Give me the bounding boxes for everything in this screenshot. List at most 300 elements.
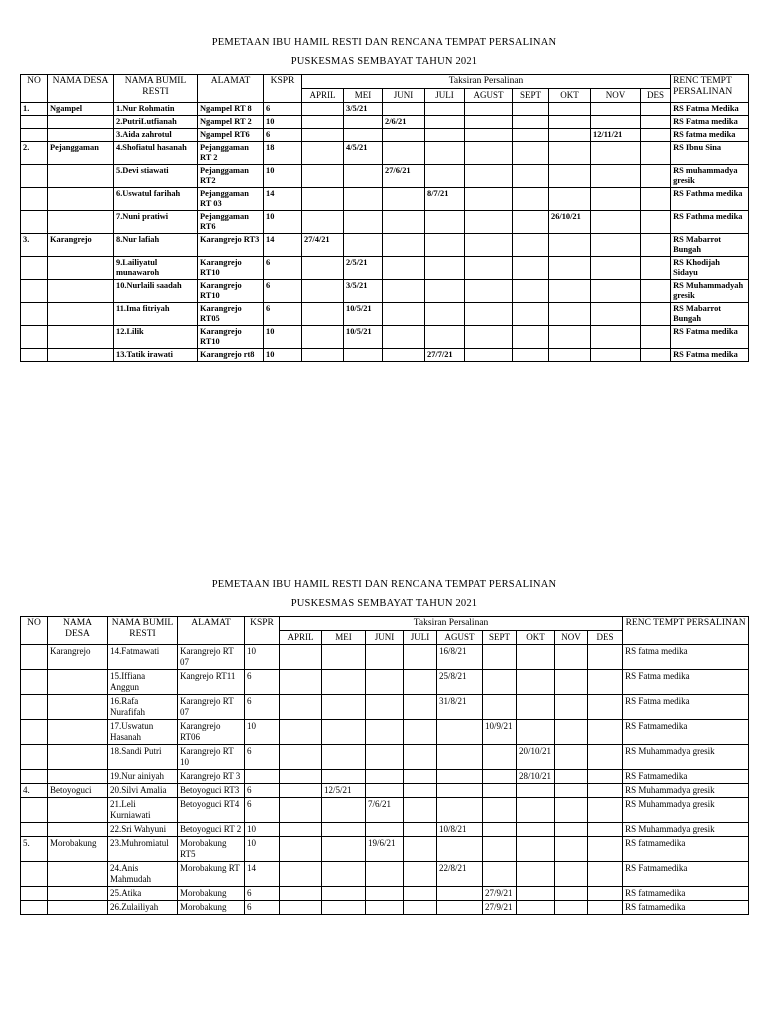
cell-taksiran-date <box>465 188 513 211</box>
cell-taksiran-date <box>344 188 383 211</box>
cell-taksiran-date <box>465 349 513 362</box>
cell-nama-bumil: 12.Lilik <box>114 326 198 349</box>
cell-alamat: Karangrejo RT3 <box>198 234 264 257</box>
table-row <box>21 326 749 349</box>
cell-taksiran-date <box>517 670 555 695</box>
cell-renc-tempat: RS fatma medika <box>671 129 749 142</box>
cell-taksiran-date <box>517 720 555 745</box>
header-nama-bumil: NAMA BUMIL RESTI <box>114 75 198 103</box>
cell-no: 5. <box>21 837 48 862</box>
cell-taksiran-date <box>383 142 425 165</box>
cell-taksiran-date <box>280 670 322 695</box>
cell-kspr: 10 <box>264 349 302 362</box>
cell-taksiran-date <box>641 142 671 165</box>
table-row <box>21 234 749 257</box>
table-row <box>21 349 749 362</box>
cell-renc-tempat: RS muhammadya gresik <box>671 165 749 188</box>
cell-no <box>21 257 48 280</box>
cell-taksiran-date <box>483 837 517 862</box>
cell-taksiran-date: 2/6/21 <box>383 116 425 129</box>
cell-taksiran-date <box>366 887 404 901</box>
cell-alamat: Betoyoguci RT 2 <box>178 823 245 837</box>
cell-taksiran-date: 10/9/21 <box>483 720 517 745</box>
cell-nama-desa: Ngampel <box>48 103 114 116</box>
cell-taksiran-date <box>641 103 671 116</box>
cell-taksiran-date <box>404 901 437 915</box>
cell-taksiran-date <box>555 823 588 837</box>
cell-taksiran-date <box>404 887 437 901</box>
table-row <box>21 103 749 116</box>
cell-nama-desa: Betoyoguci <box>48 784 108 798</box>
cell-no <box>21 695 48 720</box>
cell-nama-bumil: 16.Rafa Nurafifah <box>108 695 178 720</box>
cell-taksiran-date <box>404 798 437 823</box>
cell-nama-bumil: 7.Nuni pratiwi <box>114 211 198 234</box>
cell-no <box>21 798 48 823</box>
cell-taksiran-date <box>280 695 322 720</box>
cell-taksiran-date <box>383 211 425 234</box>
cell-no: 3. <box>21 234 48 257</box>
header-month: OKT <box>549 89 591 103</box>
cell-taksiran-date <box>465 303 513 326</box>
cell-kspr: 6 <box>245 695 280 720</box>
cell-kspr: 6 <box>264 303 302 326</box>
cell-taksiran-date <box>366 720 404 745</box>
header-nama-bumil: NAMA BUMIL RESTI <box>108 617 178 645</box>
cell-taksiran-date <box>591 142 641 165</box>
table-row <box>21 770 749 784</box>
cell-no <box>21 326 48 349</box>
cell-renc-tempat: RS fatmamedika <box>623 887 749 901</box>
cell-alamat: Karangrejo RT 3 <box>178 770 245 784</box>
cell-nama-bumil: 15.Iffiana Anggun <box>108 670 178 695</box>
cell-alamat: Karangrejo RT10 <box>198 326 264 349</box>
cell-taksiran-date <box>588 695 623 720</box>
header-month: SEPT <box>483 631 517 645</box>
cell-nama-desa <box>48 798 108 823</box>
cell-taksiran-date <box>366 862 404 887</box>
table-row <box>21 720 749 745</box>
cell-nama-desa: Pejanggaman <box>48 142 114 165</box>
cell-taksiran-date <box>483 745 517 770</box>
cell-taksiran-date <box>383 188 425 211</box>
cell-taksiran-date <box>437 798 483 823</box>
cell-taksiran-date <box>513 142 549 165</box>
cell-taksiran-date <box>641 211 671 234</box>
cell-nama-desa <box>48 211 114 234</box>
cell-taksiran-date <box>591 211 641 234</box>
cell-no <box>21 645 48 670</box>
cell-taksiran-date <box>483 823 517 837</box>
cell-taksiran-date <box>366 823 404 837</box>
cell-taksiran-date <box>555 862 588 887</box>
cell-nama-bumil: 14.Fatmawati <box>108 645 178 670</box>
cell-nama-bumil: 18.Sandi Putri <box>108 745 178 770</box>
cell-renc-tempat: RS Fathma medika <box>671 211 749 234</box>
cell-nama-bumil: 23.Muhromiatul <box>108 837 178 862</box>
cell-taksiran-date <box>366 645 404 670</box>
cell-taksiran-date <box>425 165 465 188</box>
cell-taksiran-date <box>641 349 671 362</box>
cell-nama-bumil: 2.PutriLutfianah <box>114 116 198 129</box>
header-taksiran: Taksiran Persalinan <box>302 75 671 89</box>
cell-taksiran-date <box>366 784 404 798</box>
cell-taksiran-date: 2/5/21 <box>344 257 383 280</box>
cell-taksiran-date <box>404 695 437 720</box>
cell-no <box>21 720 48 745</box>
cell-taksiran-date: 8/7/21 <box>425 188 465 211</box>
cell-taksiran-date <box>641 280 671 303</box>
cell-nama-bumil: 8.Nur lafiah <box>114 234 198 257</box>
table-row <box>21 784 749 798</box>
cell-taksiran-date <box>437 720 483 745</box>
cell-taksiran-date <box>588 798 623 823</box>
cell-alamat: Karangrejo RT05 <box>198 303 264 326</box>
cell-nama-bumil: 11.Ima fitriyah <box>114 303 198 326</box>
cell-kspr: 18 <box>264 142 302 165</box>
cell-taksiran-date <box>344 211 383 234</box>
cell-taksiran-date <box>517 823 555 837</box>
header-nama-desa: NAMA DESA <box>48 75 114 103</box>
cell-renc-tempat: RS Fatma medika <box>671 349 749 362</box>
header-month: AGUST <box>437 631 483 645</box>
cell-kspr: 6 <box>245 670 280 695</box>
cell-taksiran-date <box>517 901 555 915</box>
cell-taksiran-date <box>465 234 513 257</box>
cell-no <box>21 116 48 129</box>
cell-taksiran-date <box>425 326 465 349</box>
cell-taksiran-date <box>483 862 517 887</box>
cell-no <box>21 670 48 695</box>
table-body <box>21 645 749 915</box>
cell-taksiran-date <box>366 770 404 784</box>
cell-kspr: 6 <box>264 280 302 303</box>
cell-taksiran-date <box>344 349 383 362</box>
cell-taksiran-date <box>549 103 591 116</box>
cell-taksiran-date <box>591 116 641 129</box>
cell-taksiran-date <box>483 784 517 798</box>
table-row <box>21 116 749 129</box>
cell-renc-tempat: RS Muhammadya gresik <box>623 823 749 837</box>
cell-no <box>21 280 48 303</box>
cell-taksiran-date <box>555 695 588 720</box>
cell-taksiran-date <box>513 211 549 234</box>
header-renc-tempat: RENC TEMPT PERSALINAN <box>671 75 749 103</box>
cell-taksiran-date <box>483 645 517 670</box>
cell-taksiran-date <box>366 745 404 770</box>
table-row <box>21 211 749 234</box>
cell-taksiran-date <box>383 303 425 326</box>
cell-taksiran-date <box>280 901 322 915</box>
cell-taksiran-date <box>302 257 344 280</box>
cell-nama-desa <box>48 770 108 784</box>
cell-nama-desa <box>48 116 114 129</box>
cell-taksiran-date <box>588 862 623 887</box>
cell-nama-desa: Karangrejo <box>48 234 114 257</box>
cell-alamat: Ngampel RT 8 <box>198 103 264 116</box>
cell-no <box>21 770 48 784</box>
cell-alamat: Pejanggaman RT6 <box>198 211 264 234</box>
cell-taksiran-date <box>302 142 344 165</box>
cell-no <box>21 211 48 234</box>
cell-taksiran-date <box>437 901 483 915</box>
cell-taksiran-date <box>549 349 591 362</box>
cell-taksiran-date <box>513 257 549 280</box>
cell-taksiran-date <box>641 188 671 211</box>
cell-renc-tempat: RS Ibnu Sina <box>671 142 749 165</box>
cell-renc-tempat: RS Fatma medika <box>671 326 749 349</box>
cell-renc-tempat: RS Muhammadya gresik <box>623 784 749 798</box>
table-row <box>21 670 749 695</box>
cell-taksiran-date <box>555 887 588 901</box>
cell-nama-bumil: 1.Nur Rohmatin <box>114 103 198 116</box>
cell-alamat: Morobakung RT5 <box>178 837 245 862</box>
cell-taksiran-date <box>425 211 465 234</box>
cell-taksiran-date <box>591 257 641 280</box>
cell-renc-tempat: RS Muhammadyah gresik <box>671 280 749 303</box>
cell-alamat: Morobakung RT <box>178 862 245 887</box>
cell-taksiran-date <box>465 142 513 165</box>
cell-taksiran-date <box>383 280 425 303</box>
cell-nama-desa <box>48 165 114 188</box>
cell-kspr: 10 <box>245 837 280 862</box>
cell-taksiran-date <box>366 670 404 695</box>
cell-taksiran-date <box>425 303 465 326</box>
cell-taksiran-date <box>404 837 437 862</box>
cell-taksiran-date <box>437 837 483 862</box>
cell-taksiran-date <box>322 645 366 670</box>
cell-taksiran-date <box>425 257 465 280</box>
document-title: PEMETAAN IBU HAMIL RESTI DAN RENCANA TEMPAT PERSALINAN <box>211 37 557 48</box>
cell-taksiran-date <box>513 303 549 326</box>
table-row <box>21 823 749 837</box>
cell-taksiran-date <box>344 116 383 129</box>
cell-taksiran-date <box>591 165 641 188</box>
cell-taksiran-date <box>383 234 425 257</box>
cell-taksiran-date <box>517 862 555 887</box>
cell-taksiran-date <box>366 695 404 720</box>
cell-nama-desa <box>48 901 108 915</box>
cell-renc-tempat: RS Fatmamedika <box>623 862 749 887</box>
cell-taksiran-date <box>437 887 483 901</box>
header-alamat: ALAMAT <box>198 75 264 103</box>
cell-nama-bumil: 10.Nurlaili saadah <box>114 280 198 303</box>
cell-taksiran-date: 4/5/21 <box>344 142 383 165</box>
cell-nama-desa: Morobakung <box>48 837 108 862</box>
cell-taksiran-date: 27/7/21 <box>425 349 465 362</box>
cell-taksiran-date <box>588 887 623 901</box>
cell-renc-tempat: RS Fatma Medika <box>671 103 749 116</box>
cell-taksiran-date <box>549 257 591 280</box>
cell-taksiran-date <box>322 837 366 862</box>
table-row <box>21 862 749 887</box>
cell-taksiran-date <box>465 326 513 349</box>
cell-taksiran-date <box>280 645 322 670</box>
cell-taksiran-date <box>483 695 517 720</box>
cell-alamat: Pejanggaman RT2 <box>198 165 264 188</box>
cell-taksiran-date <box>588 823 623 837</box>
cell-alamat: Karangrejo RT 07 <box>178 695 245 720</box>
cell-kspr: 10 <box>264 326 302 349</box>
cell-taksiran-date <box>555 798 588 823</box>
cell-taksiran-date <box>437 745 483 770</box>
cell-taksiran-date <box>513 234 549 257</box>
cell-no <box>21 303 48 326</box>
cell-taksiran-date <box>555 670 588 695</box>
cell-taksiran-date <box>280 823 322 837</box>
cell-taksiran-date <box>425 280 465 303</box>
cell-taksiran-date <box>641 303 671 326</box>
header-month: MEI <box>344 89 383 103</box>
cell-taksiran-date <box>517 887 555 901</box>
cell-taksiran-date <box>555 784 588 798</box>
header-no: NO <box>21 617 48 645</box>
cell-taksiran-date <box>366 901 404 915</box>
cell-taksiran-date: 27/9/21 <box>483 901 517 915</box>
cell-taksiran-date <box>641 234 671 257</box>
cell-taksiran-date <box>465 103 513 116</box>
cell-taksiran-date <box>322 695 366 720</box>
cell-taksiran-date <box>555 770 588 784</box>
cell-taksiran-date <box>588 770 623 784</box>
cell-taksiran-date <box>322 770 366 784</box>
cell-no <box>21 862 48 887</box>
header-month: JULI <box>404 631 437 645</box>
cell-taksiran-date: 12/11/21 <box>591 129 641 142</box>
cell-taksiran-date <box>425 116 465 129</box>
cell-taksiran-date <box>302 188 344 211</box>
header-month: APRIL <box>302 89 344 103</box>
cell-no <box>21 901 48 915</box>
cell-taksiran-date: 19/6/21 <box>366 837 404 862</box>
cell-alamat: Pejanggaman RT 2 <box>198 142 264 165</box>
cell-taksiran-date: 27/9/21 <box>483 887 517 901</box>
cell-nama-desa <box>48 129 114 142</box>
cell-alamat: Morobakung <box>178 901 245 915</box>
cell-taksiran-date <box>404 720 437 745</box>
cell-no <box>21 129 48 142</box>
cell-taksiran-date: 10/5/21 <box>344 303 383 326</box>
cell-alamat: Kangrejo RT11 <box>178 670 245 695</box>
cell-taksiran-date <box>591 188 641 211</box>
header-month: JUNI <box>383 89 425 103</box>
cell-taksiran-date <box>549 116 591 129</box>
table-row <box>21 695 749 720</box>
table-row <box>21 165 749 188</box>
cell-taksiran-date: 27/4/21 <box>302 234 344 257</box>
cell-taksiran-date <box>404 645 437 670</box>
cell-taksiran-date <box>383 129 425 142</box>
cell-no: 4. <box>21 784 48 798</box>
cell-nama-bumil: 6.Uswatul farihah <box>114 188 198 211</box>
header-kspr: KSPR <box>264 75 302 103</box>
table-row <box>21 798 749 823</box>
cell-renc-tempat: RS fatma medika <box>623 645 749 670</box>
cell-renc-tempat: RS Mabarrot Bungah <box>671 303 749 326</box>
cell-taksiran-date <box>302 129 344 142</box>
cell-nama-desa <box>48 745 108 770</box>
cell-taksiran-date <box>588 645 623 670</box>
document-subtitle: PUSKESMAS SEMBAYAT TAHUN 2021 <box>290 56 478 67</box>
cell-taksiran-date <box>513 116 549 129</box>
cell-kspr: 6 <box>245 784 280 798</box>
cell-nama-desa <box>48 303 114 326</box>
cell-taksiran-date <box>322 745 366 770</box>
cell-taksiran-date <box>302 280 344 303</box>
cell-taksiran-date: 22/8/21 <box>437 862 483 887</box>
cell-no <box>21 745 48 770</box>
cell-nama-bumil: 4.Shofiatul hasanah <box>114 142 198 165</box>
cell-taksiran-date <box>591 326 641 349</box>
cell-nama-desa <box>48 823 108 837</box>
cell-alamat: Karangrejo RT06 <box>178 720 245 745</box>
cell-taksiran-date <box>513 103 549 116</box>
table-row <box>21 645 749 670</box>
cell-nama-desa <box>48 695 108 720</box>
cell-taksiran-date <box>465 116 513 129</box>
cell-taksiran-date <box>344 165 383 188</box>
table-row <box>21 188 749 211</box>
cell-taksiran-date <box>322 862 366 887</box>
cell-taksiran-date <box>591 349 641 362</box>
cell-kspr: 6 <box>245 887 280 901</box>
cell-renc-tempat: RS Muhammadya gresik <box>623 745 749 770</box>
cell-renc-tempat: RS Muhammadya gresik <box>623 798 749 823</box>
cell-taksiran-date <box>513 165 549 188</box>
cell-kspr <box>245 770 280 784</box>
cell-nama-bumil: 19.Nur ainiyah <box>108 770 178 784</box>
cell-taksiran-date <box>465 280 513 303</box>
cell-alamat: Betoyoguci RT4 <box>178 798 245 823</box>
header-renc-tempat: RENC TEMPT PERSALINAN <box>623 617 749 645</box>
cell-taksiran-date <box>591 234 641 257</box>
cell-taksiran-date <box>280 887 322 901</box>
cell-taksiran-date <box>517 695 555 720</box>
cell-kspr: 10 <box>264 211 302 234</box>
table-row <box>21 280 749 303</box>
cell-taksiran-date <box>517 837 555 862</box>
cell-taksiran-date <box>588 745 623 770</box>
header-alamat: ALAMAT <box>178 617 245 645</box>
header-month: JULI <box>425 89 465 103</box>
cell-taksiran-date <box>280 784 322 798</box>
cell-taksiran-date <box>549 326 591 349</box>
cell-taksiran-date <box>555 837 588 862</box>
cell-nama-desa <box>48 887 108 901</box>
header-nama-desa: NAMA DESA <box>48 617 108 645</box>
cell-taksiran-date <box>517 645 555 670</box>
pemetaan-table <box>20 616 749 915</box>
cell-taksiran-date <box>483 770 517 784</box>
cell-kspr: 6 <box>245 901 280 915</box>
cell-alamat: Morobakung <box>178 887 245 901</box>
cell-taksiran-date <box>280 862 322 887</box>
cell-kspr: 14 <box>245 862 280 887</box>
cell-no: 1. <box>21 103 48 116</box>
cell-taksiran-date <box>513 349 549 362</box>
cell-taksiran-date: 7/6/21 <box>366 798 404 823</box>
cell-alamat: Karangrejo RT10 <box>198 257 264 280</box>
cell-taksiran-date <box>465 211 513 234</box>
cell-taksiran-date <box>322 720 366 745</box>
cell-taksiran-date <box>302 165 344 188</box>
cell-no <box>21 823 48 837</box>
cell-taksiran-date <box>302 116 344 129</box>
cell-taksiran-date <box>404 862 437 887</box>
cell-taksiran-date <box>302 326 344 349</box>
cell-nama-bumil: 5.Devi stiawati <box>114 165 198 188</box>
cell-nama-desa <box>48 257 114 280</box>
